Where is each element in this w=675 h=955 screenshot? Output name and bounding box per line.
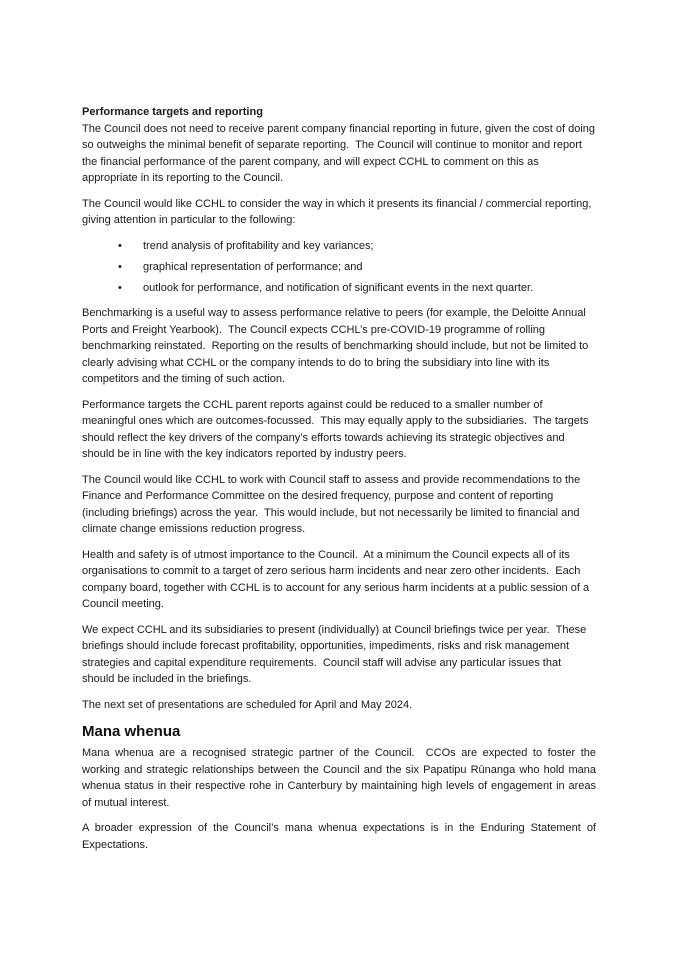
document-content: [82, 104, 600, 862]
paragraph: Mana whenua are a recognised strategic partner of the Council. CCOs are expected to foster the working and strategic relationships between the Council and the six Papatipu Rūnanga who hold mana whenua status in their respective rohe in Canterbury by maintaining high levels of engagement in areas of mutual interest.: [82, 747, 600, 809]
bullet-text: trend analysis of profitability and key variances;: [143, 239, 374, 252]
heading-mana-whenua: Mana whenua: [82, 723, 181, 740]
bullet-item: [118, 238, 596, 255]
paragraph: Performance targets the CCHL parent reports against could be reduced to a smaller number of meaningful ones which are outcomes-focussed. This may equally apply to the subsidiaries. The targets should reflect the key drivers of the company’s efforts towards achieving its strategic objectives and should be in line with the key indicators reported by industry peers.: [82, 398, 592, 460]
bullet-text: graphical representation of performance; and: [143, 260, 363, 273]
paragraph: The next set of presentations are scheduled for April and May 2024.: [82, 698, 413, 711]
paragraph: The Council would like CCHL to work with Council staff to assess and provide recommendations to the Finance and Performance Committee on the desired frequency, purpose and content of reporting (including briefings) across the year. This would include, but not necessarily be limited to financial and climate change emissions reduction progress.: [82, 473, 584, 535]
bullet-icon: •: [118, 281, 122, 294]
paragraph: The Council does not need to receive parent company financial reporting in future, given the cost of doing so outweighs the minimal benefit of separate reporting. The Council will continue to monitor and report the financial performance of the parent company, and will expect CCHL to comment on this as appropriate in its reporting to the Council.: [82, 122, 599, 184]
bullet-text: outlook for performance, and notification of significant events in the next quarter.: [143, 281, 534, 294]
heading-performance-targets: Performance targets and reporting: [82, 106, 263, 118]
bullet-icon: •: [118, 260, 122, 273]
paragraph: Health and safety is of utmost importance to the Council. At a minimum the Council expects all of its organisations to commit to a target of zero serious harm incidents and near zero other incidents. Each company board, together with CCHL is to account for any serious harm incidents at a public session of a Council meeting.: [82, 548, 593, 610]
bullet-item: [118, 259, 596, 276]
paragraph: Benchmarking is a useful way to assess performance relative to peers (for example, the Deloitte Annual Ports and Freight Yearbook). The Council expects CCHL’s pre-COVID-19 programme of rolling benchmarking reinstated. Reporting on the results of benchmarking should include, but not be limited to clearly advising what CCHL or the company intends to do to bring the subsidiary into line with its competitors and the timing of such action.: [82, 307, 592, 385]
paragraph: A broader expression of the Council’s mana whenua expectations is in the Enduring Statement of Expectations.: [82, 822, 600, 851]
paragraph: The Council would like CCHL to consider the way in which it presents its financial / commercial reporting, giving attention in particular to the following:: [82, 197, 595, 226]
paragraph: We expect CCHL and its subsidiaries to present (individually) at Council briefings twice per year. These briefings should include forecast profitability, opportunities, impediments, risks and risk management strategies and capital expenditure requirements. Council staff will advise any particular issues that should be included in the briefings.: [82, 623, 590, 685]
bullet-item: [118, 280, 596, 297]
bullet-list: [82, 238, 596, 297]
bullet-icon: •: [118, 239, 122, 252]
